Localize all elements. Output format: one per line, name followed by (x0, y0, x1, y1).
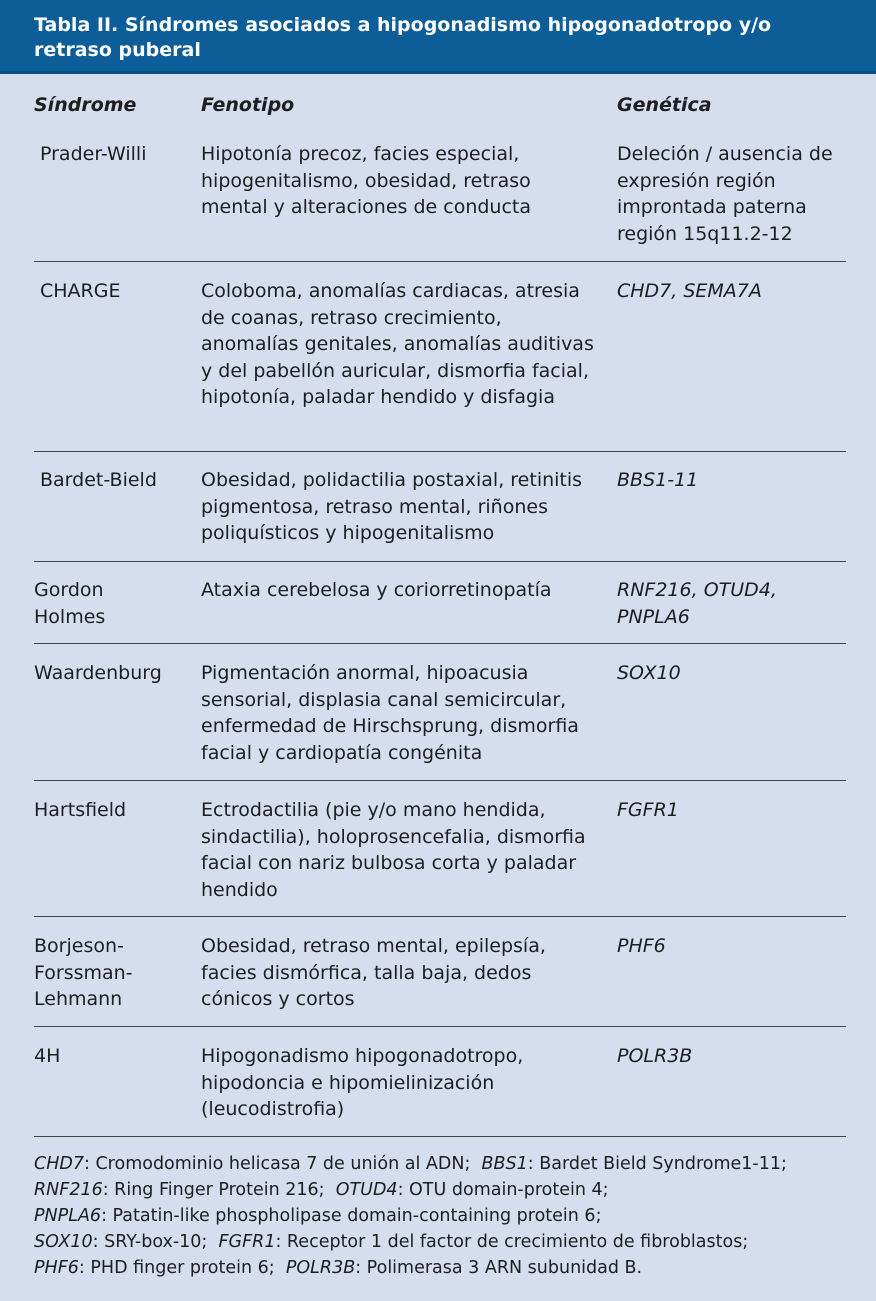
footnote-term: BBS1 (481, 1154, 528, 1174)
footnote-line (34, 1255, 864, 1281)
table-footnotes (34, 1151, 864, 1281)
phenotype-cell: Pigmentación anormal, hipoacusia sensorial, displasia canal semicircular, enfermedad de Hirschsprung, dismorfia facial y cardiopatía congénita (201, 662, 579, 764)
footnote-line (34, 1151, 864, 1177)
row-divider (34, 916, 846, 917)
footnote-definition: : PHD finger protein 6; (78, 1258, 275, 1278)
syndrome-cell: Borjeson-Forssman-Lehmann (34, 935, 133, 1010)
footnote-term: PHF6 (34, 1258, 79, 1278)
footnote-term: CHD7 (34, 1154, 84, 1174)
column-header-phenotype: Fenotipo (201, 94, 295, 116)
phenotype-cell: Coloboma, anomalías cardiacas, atresia de coanas, retraso crecimiento, anomalías genitales, anomalías auditivas y del pabellón auricular, dismorfia facial, hipotonía, paladar hendido y disfagia (201, 280, 594, 408)
footnote-definition: : Ring Finger Protein 216; (102, 1180, 325, 1200)
column-header-genetics: Genética (617, 94, 712, 116)
row-divider (34, 643, 846, 644)
syndrome-cell: Gordon Holmes (34, 579, 106, 628)
row-divider (34, 780, 846, 781)
phenotype-cell: Ectrodactilia (pie y/o mano hendida, sindactilia), holoprosencefalia, dismorfia facial con nariz bulbosa corta y paladar hendido (201, 799, 586, 901)
phenotype-cell: Obesidad, polidactilia postaxial, retinitis pigmentosa, retraso mental, riñones poliquísticos y hipogenitalismo (201, 469, 583, 544)
phenotype-cell: Obesidad, retraso mental, epilepsía, facies dismórfica, talla baja, dedos cónicos y cortos (201, 935, 546, 1010)
genetics-cell: RNF216, OTUD4, PNPLA6 (617, 579, 777, 628)
genetics-cell: FGFR1 (617, 799, 679, 821)
syndrome-cell: 4H (34, 1045, 61, 1067)
row-divider (34, 1136, 846, 1137)
phenotype-cell: Hipotonía precoz, facies especial, hipogenitalismo, obesidad, retraso mental y alteraciones de conducta (201, 143, 532, 218)
footnote-definition: : Bardet Bield Syndrome1-11; (527, 1154, 787, 1174)
row-divider (34, 1026, 846, 1027)
genetics-cell: PHF6 (617, 935, 666, 957)
footnote-line (34, 1177, 864, 1203)
row-divider (34, 261, 846, 262)
footnote-definition: : Patatin-like phospholipase domain-containing protein 6; (101, 1206, 602, 1226)
footnote-definition: : OTU domain-protein 4; (397, 1180, 609, 1200)
table-title: Tabla II. Síndromes asociados a hipogonadismo hipogonadotropo y/o retraso puberal (34, 14, 772, 61)
phenotype-cell: Ataxia cerebelosa y coriorretinopatía (201, 579, 552, 601)
footnote-definition: : Receptor 1 del factor de crecimiento de fibroblastos; (275, 1232, 749, 1252)
footnote-definition: : Polimerasa 3 ARN subunidad B. (355, 1258, 643, 1278)
syndrome-cell: Hartsfield (34, 799, 127, 821)
footnote-term: FGFR1 (218, 1232, 276, 1252)
table-header-band (0, 0, 876, 74)
footnote-term: RNF216 (34, 1180, 103, 1200)
genetics-cell: BBS1-11 (617, 469, 699, 491)
footnote-definition: : Cromodominio helicasa 7 de unión al ADN; (84, 1154, 471, 1174)
phenotype-cell: Hipogonadismo hipogonadotropo, hipodoncia e hipomielinización (leucodistrofia) (201, 1045, 524, 1120)
syndrome-cell: Bardet-Bield (40, 469, 157, 491)
footnote-line (34, 1229, 864, 1255)
genetics-cell: CHD7, SEMA7A (617, 280, 762, 302)
syndrome-cell: Prader-Willi (40, 143, 147, 165)
genetics-cell: SOX10 (617, 662, 681, 684)
footnote-term: PNPLA6 (34, 1206, 102, 1226)
footnote-line (34, 1203, 864, 1229)
syndrome-cell: Waardenburg (34, 662, 162, 684)
row-divider (34, 561, 846, 562)
genetics-cell: POLR3B (617, 1045, 693, 1067)
column-header-syndrome: Síndrome (34, 94, 137, 116)
syndrome-cell: CHARGE (40, 280, 121, 302)
row-divider (34, 451, 846, 452)
footnote-term: OTUD4 (335, 1180, 398, 1200)
footnote-term: SOX10 (34, 1232, 93, 1252)
footnote-term: POLR3B (285, 1258, 356, 1278)
footnote-definition: : SRY-box-10; (92, 1232, 208, 1252)
genetics-cell: Deleción / ausencia de expresión región improntada paterna región 15q11.2-12 (617, 143, 833, 245)
